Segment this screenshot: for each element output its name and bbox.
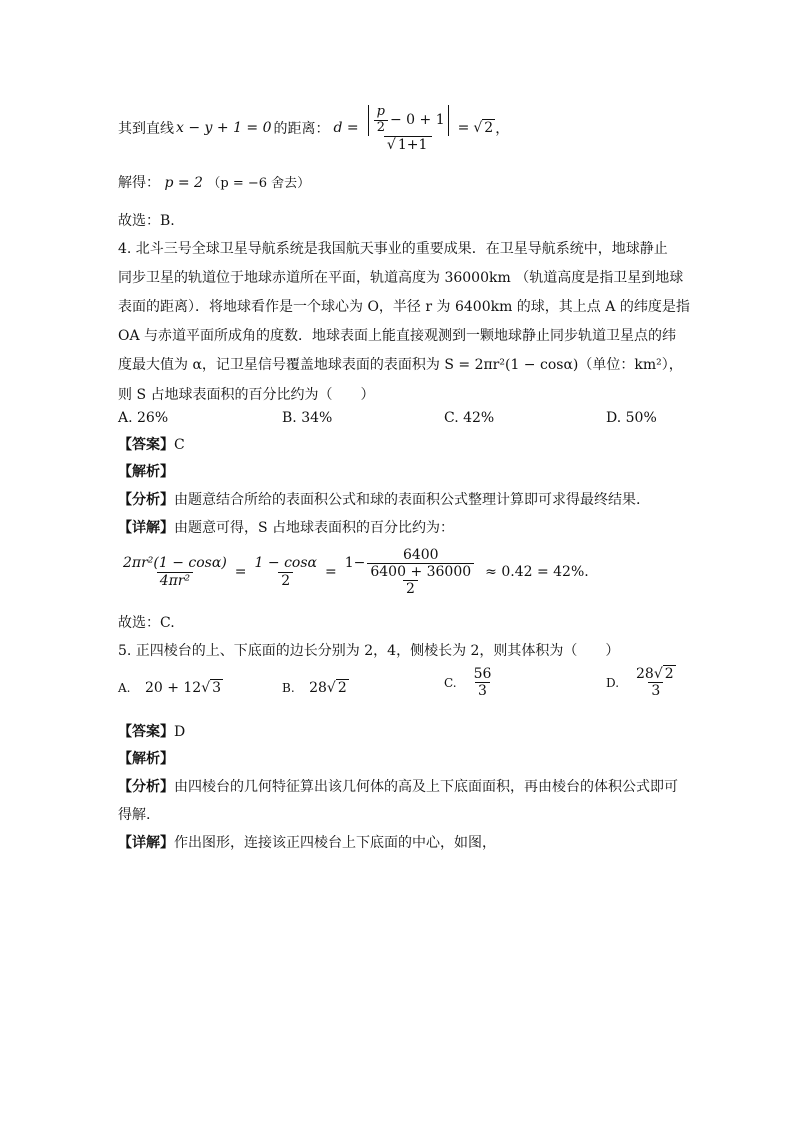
q4-line-5: 度最大值为 α，记卫星信号覆盖地球表面的表面积为 S = 2πr²(1 − cosα)（单位：km²）， — [118, 357, 683, 373]
distance-fraction: $\frac{p}{2}$ − 0 + 1 √ 1+1 — [365, 103, 452, 153]
solve-line: 解得： p = 2 （p = −6 舍去） — [118, 175, 311, 191]
q4-line-4: OA 与赤道平面所成角的度数．地球表面上能直接观测到一颗地球静止同步轨道卫星点的纬 — [118, 328, 677, 344]
p-solution: p = 2 — [164, 175, 203, 191]
q5-analysis-tag: 【解析】 — [118, 751, 174, 767]
formula-inner-frac: $\frac{6400}{6400 + 36000}$ — [367, 547, 474, 580]
line-equation: x − y + 1 = 0 — [176, 120, 272, 136]
q5-option-b: B. 28√ 2 — [282, 680, 347, 696]
q4-option-c: C. 42% — [444, 410, 495, 426]
d-label: d = — [333, 120, 359, 136]
q5-option-c: C. $\frac{56}{3}$ — [444, 666, 492, 700]
formula-frac-1: $\frac{\text{2πr²(1 − cosα)}}{\text{4πr²}}$ — [123, 555, 227, 589]
q4-formula: $\frac{\text{2πr²(1 − cosα)}}{\text{4πr²}}$ = $\frac{1 - \cos\alpha}{2}$ = 1− $\frac{6400}{6400 + 36000}$ 2 ≈ 0.42 = 42% . — [118, 542, 589, 602]
q5-option-d: D. $\frac{28√ 2}{3}$ — [606, 666, 674, 700]
q4-line-3: 表面的距离）．将地球看作是一个球心为 O，半径 r 为 6400km 的球，其上点 A 的纬度是指 — [118, 299, 690, 315]
distance-prefix: 其到直线 — [118, 121, 174, 137]
choose-c: 故选：C. — [118, 615, 175, 631]
q4-line-2: 同步卫星的轨道位于地球赤道所在平面，轨道高度为 36000km （轨道高度是指卫星到地球 — [118, 270, 684, 286]
q5-detail: 【详解】作出图形，连接该正四棱台上下底面的中心，如图， — [118, 835, 496, 851]
den-radicand: 1+1 — [397, 136, 428, 153]
p-over-2: $\frac{p}{2}$ — [374, 105, 388, 136]
choose-b: 故选：B. — [118, 213, 175, 229]
formula-frac-2: $\frac{1 - \cos\alpha}{2}$ — [254, 555, 317, 589]
q5-stem: 5. 正四棱台的上、下底面的边长分别为 2，4，侧棱长为 2，则其体积为（ ） — [118, 643, 620, 659]
q5-option-a: A. 20 + 12√ 3 — [118, 680, 222, 696]
q4-fenxi: 【分析】由题意结合所给的表面积公式和球的表面积公式整理计算即可求得最终结果. — [118, 492, 641, 508]
q4-option-b: B. 34% — [282, 410, 333, 426]
q4-option-d: D. 50% — [606, 410, 657, 426]
p-discard: （p = −6 舍去） — [207, 176, 311, 191]
formula-frac-3: 1− $\frac{6400}{6400 + 36000}$ 2 — [342, 547, 479, 597]
q4-line-6: 则 S 占地球表面积的百分比约为（ ） — [118, 387, 375, 403]
q4-option-a: A. 26% — [118, 410, 169, 426]
equals-sign: = — [457, 120, 470, 136]
distance-line: 其到直线 x − y + 1 = 0 的距离： d = $\frac{p}{2}$ − 0 + 1 √ 1+1 = √ 2 ， — [118, 104, 510, 153]
q4-line-1: 4. 北斗三号全球卫星导航系统是我国航天事业的重要成果．在卫星导航系统中，地球静止 — [118, 241, 668, 257]
q4-detail: 【详解】由题意可得，S 占地球表面积的百分比约为： — [118, 520, 455, 536]
q4-analysis-tag: 【解析】 — [118, 464, 174, 480]
q5-answer: 【答案】D — [118, 724, 186, 740]
q5-fenxi: 【分析】由四棱台的几何特征算出该几何体的高及上下底面面积，再由棱台的体积公式即可 — [118, 779, 678, 795]
sqrt-result: √ 2 — [473, 120, 494, 136]
distance-mid: 的距离： — [273, 121, 330, 137]
q4-answer: 【答案】C — [118, 437, 185, 453]
q5-fenxi-cont: 得解. — [118, 807, 151, 823]
abs-value: $\frac{p}{2}$ − 0 + 1 — [368, 105, 449, 136]
